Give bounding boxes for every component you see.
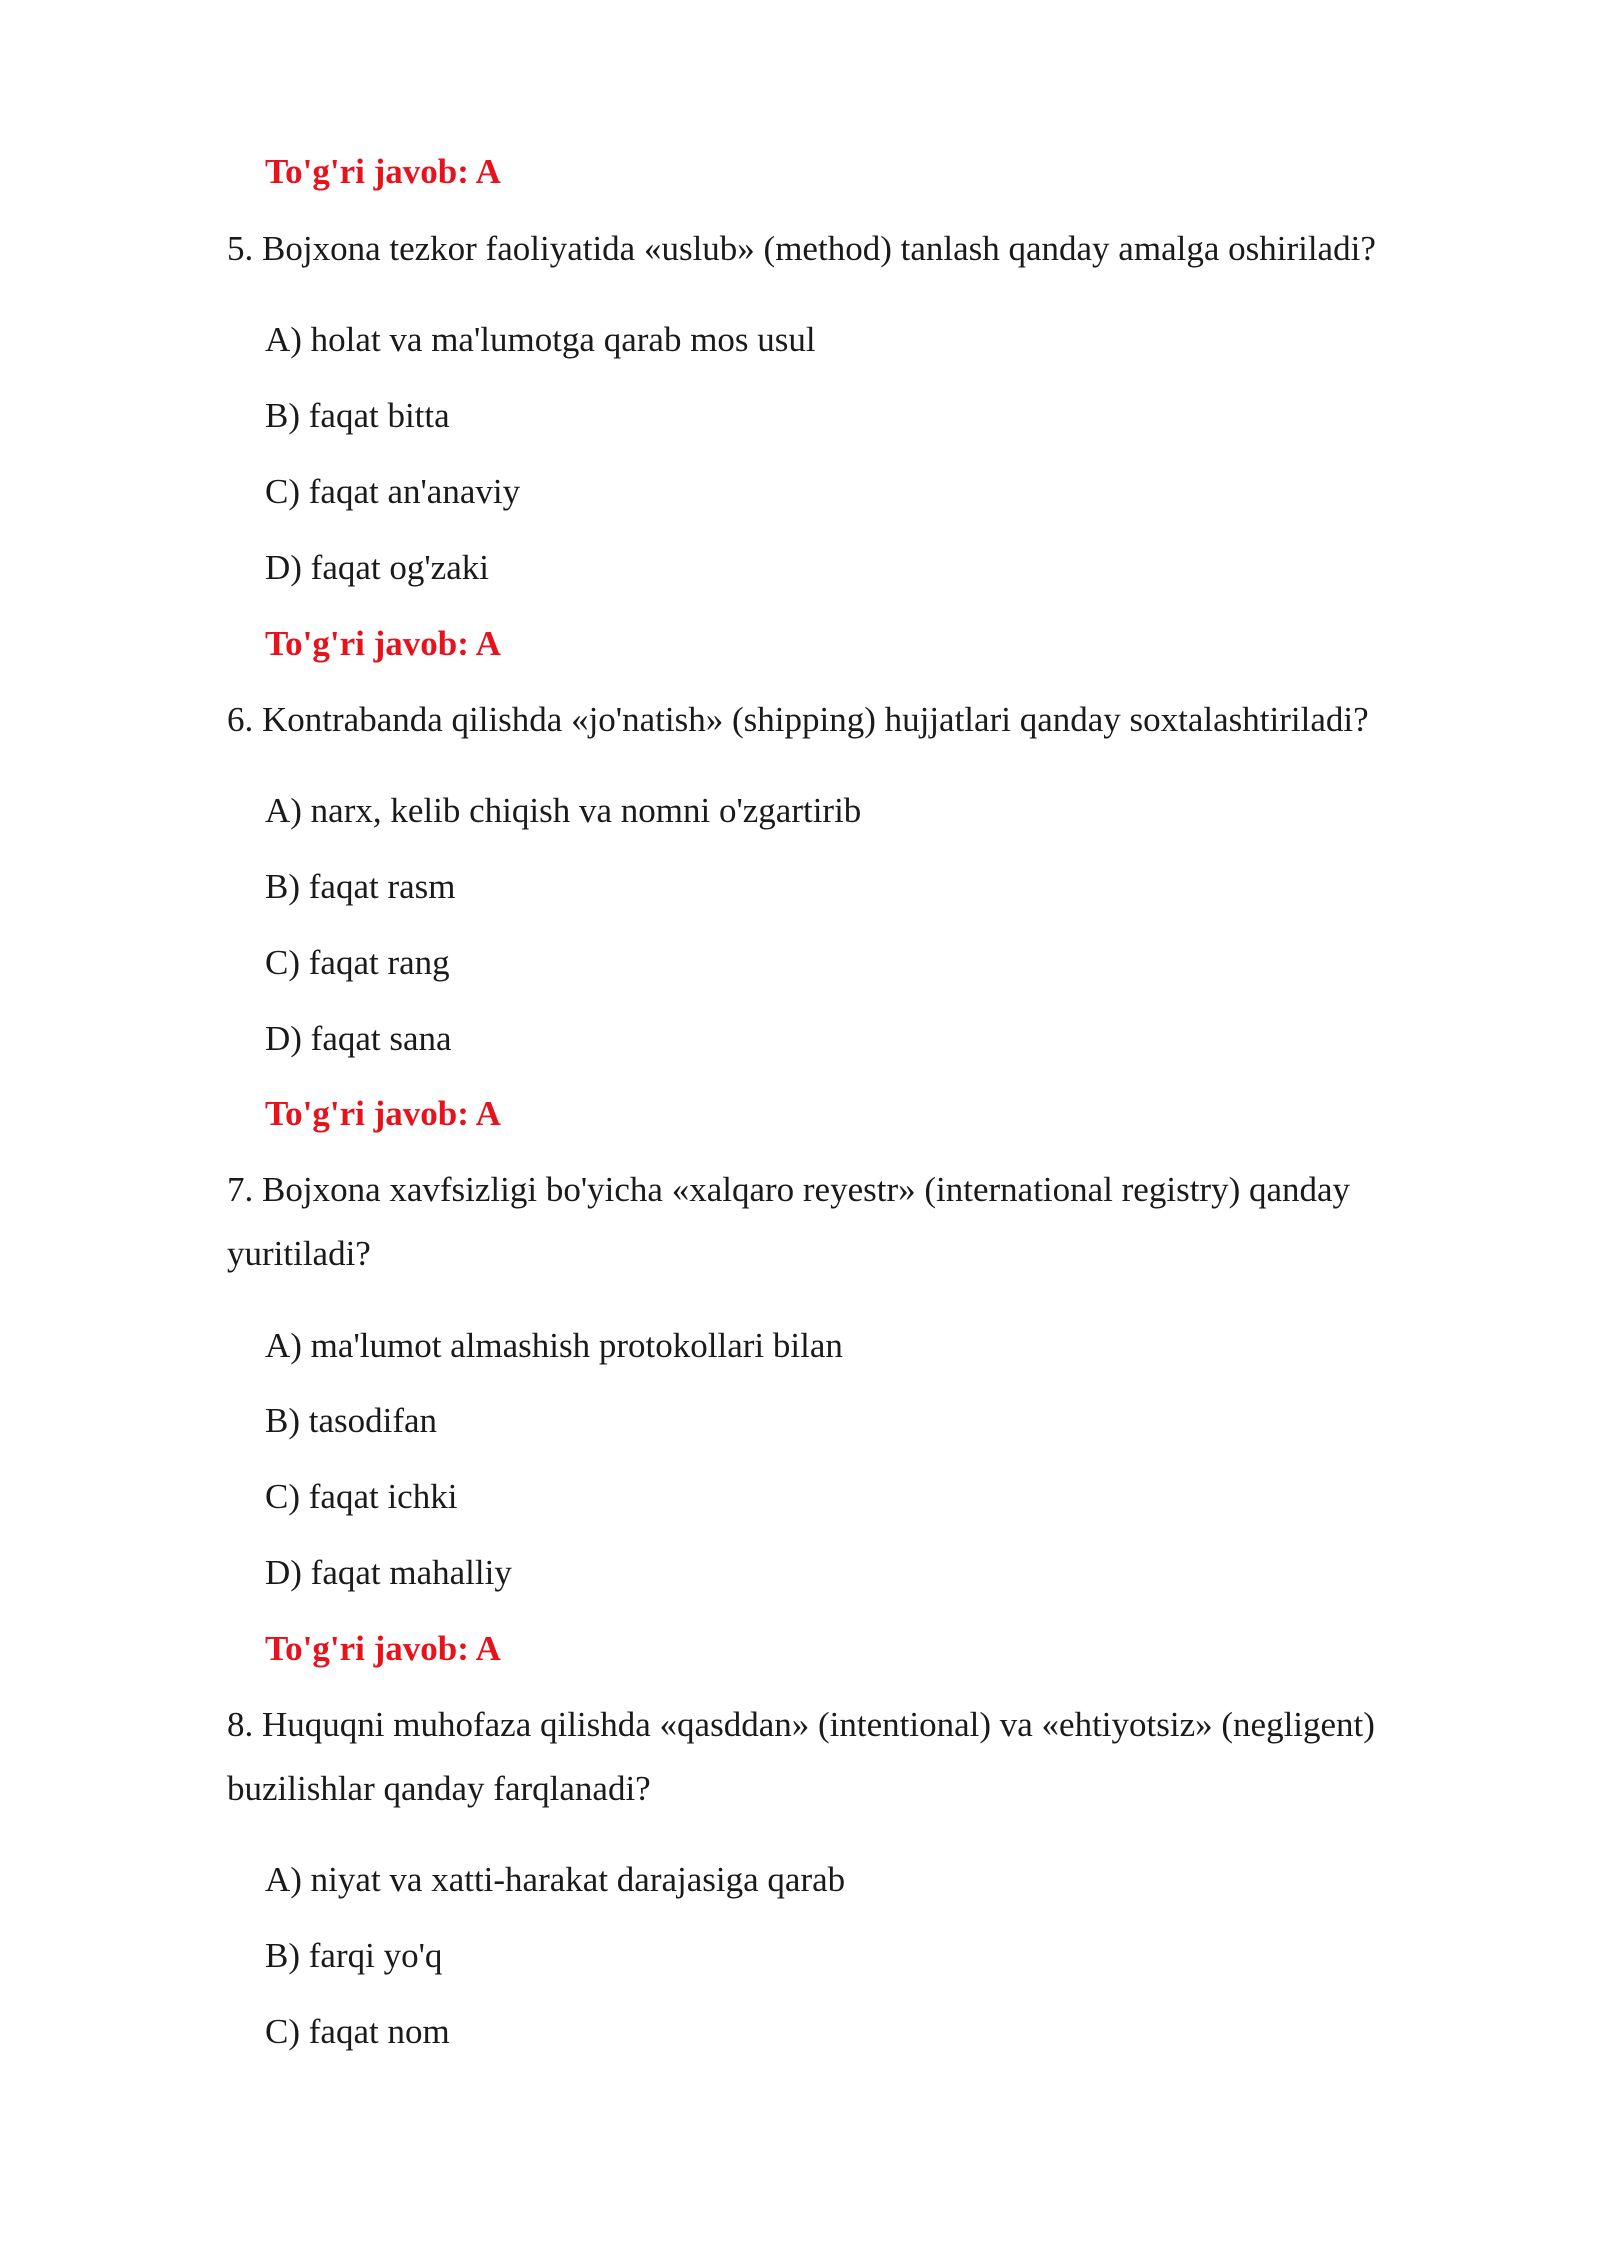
answer-key-7: To'g'ri javob: A	[265, 1629, 501, 1668]
option-7-c: C) faqat ichki	[265, 1477, 458, 1516]
answer-key-5: To'g'ri javob: A	[265, 624, 501, 663]
option-7-d: D) faqat mahalliy	[265, 1553, 512, 1592]
question-5: 5. Bojxona tezkor faoliyatida «uslub» (method) tanlash qanday amalga oshiriladi?	[227, 229, 1376, 268]
question-6: 6. Kontrabanda qilishda «jo'natish» (shipping) hujjatlari qanday soxtalashtiriladi?	[227, 700, 1369, 739]
answer-key-6: To'g'ri javob: A	[265, 1094, 501, 1133]
question-8-line-2: buzilishlar qanday farqlanadi?	[227, 1769, 651, 1808]
question-7-line-2: yuritiladi?	[227, 1234, 371, 1273]
option-6-b: B) faqat rasm	[265, 867, 456, 906]
option-7-a: A) ma'lumot almashish protokollari bilan	[265, 1326, 843, 1365]
option-6-d: D) faqat sana	[265, 1019, 452, 1058]
option-5-a: A) holat va ma'lumotga qarab mos usul	[265, 320, 816, 359]
answer-key-previous: To'g'ri javob: A	[265, 152, 501, 191]
option-8-a: A) niyat va xatti-harakat darajasiga qarab	[265, 1860, 846, 1899]
option-5-c: C) faqat an'anaviy	[265, 472, 521, 511]
option-8-c: C) faqat nom	[265, 2012, 450, 2051]
question-7-line-1: 7. Bojxona xavfsizligi bo'yicha «xalqaro reyestr» (international registry) qanday	[227, 1170, 1351, 1209]
option-8-b: B) farqi yo'q	[265, 1936, 443, 1975]
option-5-b: B) faqat bitta	[265, 396, 450, 435]
option-6-a: A) narx, kelib chiqish va nomni o'zgartirib	[265, 791, 862, 830]
option-7-b: B) tasodifan	[265, 1401, 438, 1440]
question-8-line-1: 8. Huquqni muhofaza qilishda «qasddan» (intentional) va «ehtiyotsiz» (negligent)	[227, 1705, 1375, 1744]
option-5-d: D) faqat og'zaki	[265, 548, 489, 587]
option-6-c: C) faqat rang	[265, 943, 450, 982]
